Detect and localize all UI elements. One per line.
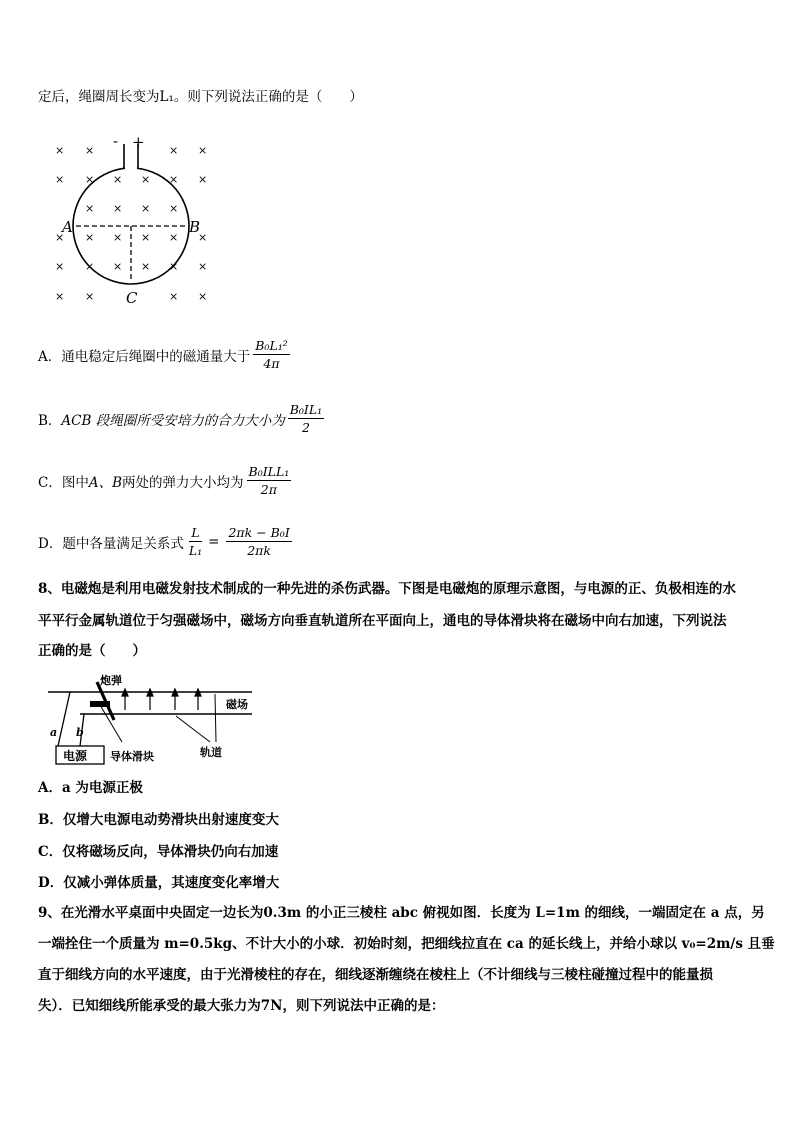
field-arrow-head [172,689,178,696]
q7-option-b-fraction: $\frac{\text{B₀IL₁}}{2}$ [289,402,323,435]
q8-line-2: 平平行金属轨道位于匀强磁场中，磁场方向垂直轨道所在平面向上，通电的导体滑块将在磁场中向右加速，下列说法 [38,613,727,629]
intro-line: 定后，绳圈周长变为L₁。则下列说法正确的是（ ） [38,89,363,105]
figure-loop-in-field [40,132,220,312]
field-cross: × [169,290,179,303]
field-cross: × [141,202,151,215]
q7-option-a-text: A．通电稳定后绳圈中的磁通量大于 [38,348,251,365]
point-c-label: C [126,289,138,307]
terminal-b-label: b [76,726,84,739]
q7-option-d[interactable]: D．题中各量满足关系式 $\frac{L}{\text{L₁}}$ = $\frac{\text{2πk − B₀I}}{2\pi k}$ [38,525,290,558]
field-cross: × [169,173,179,186]
rail-label: 轨道 [200,746,222,759]
minus-label: - [113,132,119,150]
q8-line-1: 8、电磁炮是利用电磁发射技术制成的一种先进的杀伤武器。下图是电磁炮的原理示意图，与电源的正、负极相连的水 [38,581,736,597]
q9-line-4: 失）．已知细线所能承受的最大张力为7N，则下列说法中正确的是： [38,998,445,1014]
q7-option-d-right-fraction: $\frac{\text{2πk − B₀I}}{2\pi k}$ [228,525,290,558]
field-cross: × [85,173,95,186]
q8-option-c[interactable]: C．仅将磁场反向，导体滑块仍向右加速 [38,844,279,860]
field-cross: × [55,144,65,157]
field-cross: × [141,173,151,186]
q7-option-b-text: ACB 段绳圈所受安培力的合力大小为 [61,412,285,429]
field-cross: × [85,290,95,303]
power-label: 电源 [63,749,88,763]
field-cross: × [55,290,65,303]
field-cross: × [169,202,179,215]
field-cross: × [113,202,123,215]
projectile-block [90,701,110,707]
field-cross: × [198,144,208,157]
field-cross: × [85,231,95,244]
q7-option-c[interactable]: C．图中 A、B 两处的弹力大小均为 $\frac{\text{B₀ILL₁}}{2\pi}$ [38,464,290,497]
field-arrow-head [147,689,153,696]
q9-line-1: 9、在光滑水平桌面中央固定一边长为0.3m 的小正三棱柱 abc 俯视如图．长度为 L=1m 的细线，一端固定在 a 点，另 [38,905,765,921]
q8-option-b[interactable]: B．仅增大电源电动势滑块出射速度变大 [38,812,279,828]
field-label: 磁场 [226,698,248,711]
field-cross: × [55,260,65,273]
plus-label: + [132,133,145,151]
field-cross: × [169,260,179,273]
field-cross: × [198,290,208,303]
field-cross: × [198,173,208,186]
field-cross: × [55,173,65,186]
field-cross: × [85,202,95,215]
point-b-label: B [189,218,201,236]
field-cross: × [198,231,208,244]
field-cross: × [113,173,123,186]
slider-label: 导体滑块 [110,750,154,763]
figure-railgun [40,672,270,770]
field-cross: × [55,231,65,244]
field-arrow-head [122,689,128,696]
field-cross: × [169,231,179,244]
q7-option-c-text: 两处的弹力大小均为 [122,474,244,491]
q8-option-d[interactable]: D．仅减小弹体质量，其速度变化率增大 [38,875,280,891]
field-arrow-head [195,689,201,696]
field-cross: × [169,144,179,157]
q7-option-a-fraction: $\frac{\text{B₀L₁²}}{4\pi}$ [255,338,288,371]
point-a-label: A [62,218,73,236]
field-cross: × [141,231,151,244]
q8-line-3: 正确的是（ ） [38,643,146,659]
field-cross: × [85,144,95,157]
field-cross: × [141,260,151,273]
field-cross: × [198,260,208,273]
q9-line-2: 一端拴住一个质量为 m=0.5kg、不计大小的小球．初始时刻，把细线拉直在 ca 的延长线上，并给小球以 v₀=2m/s 且垂 [38,936,775,952]
q7-option-d-text: D．题中各量满足关系式 [38,535,184,552]
projectile-label: 炮弹 [100,674,122,687]
q9-line-3: 直于细线方向的水平速度，由于光滑棱柱的存在，细线逐渐缠绕在棱柱上（不计细线与三棱柱碰撞过程中的能量损 [38,967,713,983]
terminal-a-label: a [50,726,58,739]
q7-option-a[interactable] [38,338,290,371]
q7-option-b[interactable]: B． ACB 段绳圈所受安培力的合力大小为 $\frac{\text{B₀IL₁}}{2}$ [38,402,323,435]
field-cross: × [113,260,123,273]
q8-option-a[interactable]: A．a 为电源正极 [38,780,143,796]
field-cross: × [113,231,123,244]
q7-option-c-fraction: $\frac{\text{B₀ILL₁}}{2\pi}$ [248,464,290,497]
q7-option-d-left-fraction: $\frac{L}{\text{L₁}}$ [188,525,203,558]
field-cross: × [85,260,95,273]
